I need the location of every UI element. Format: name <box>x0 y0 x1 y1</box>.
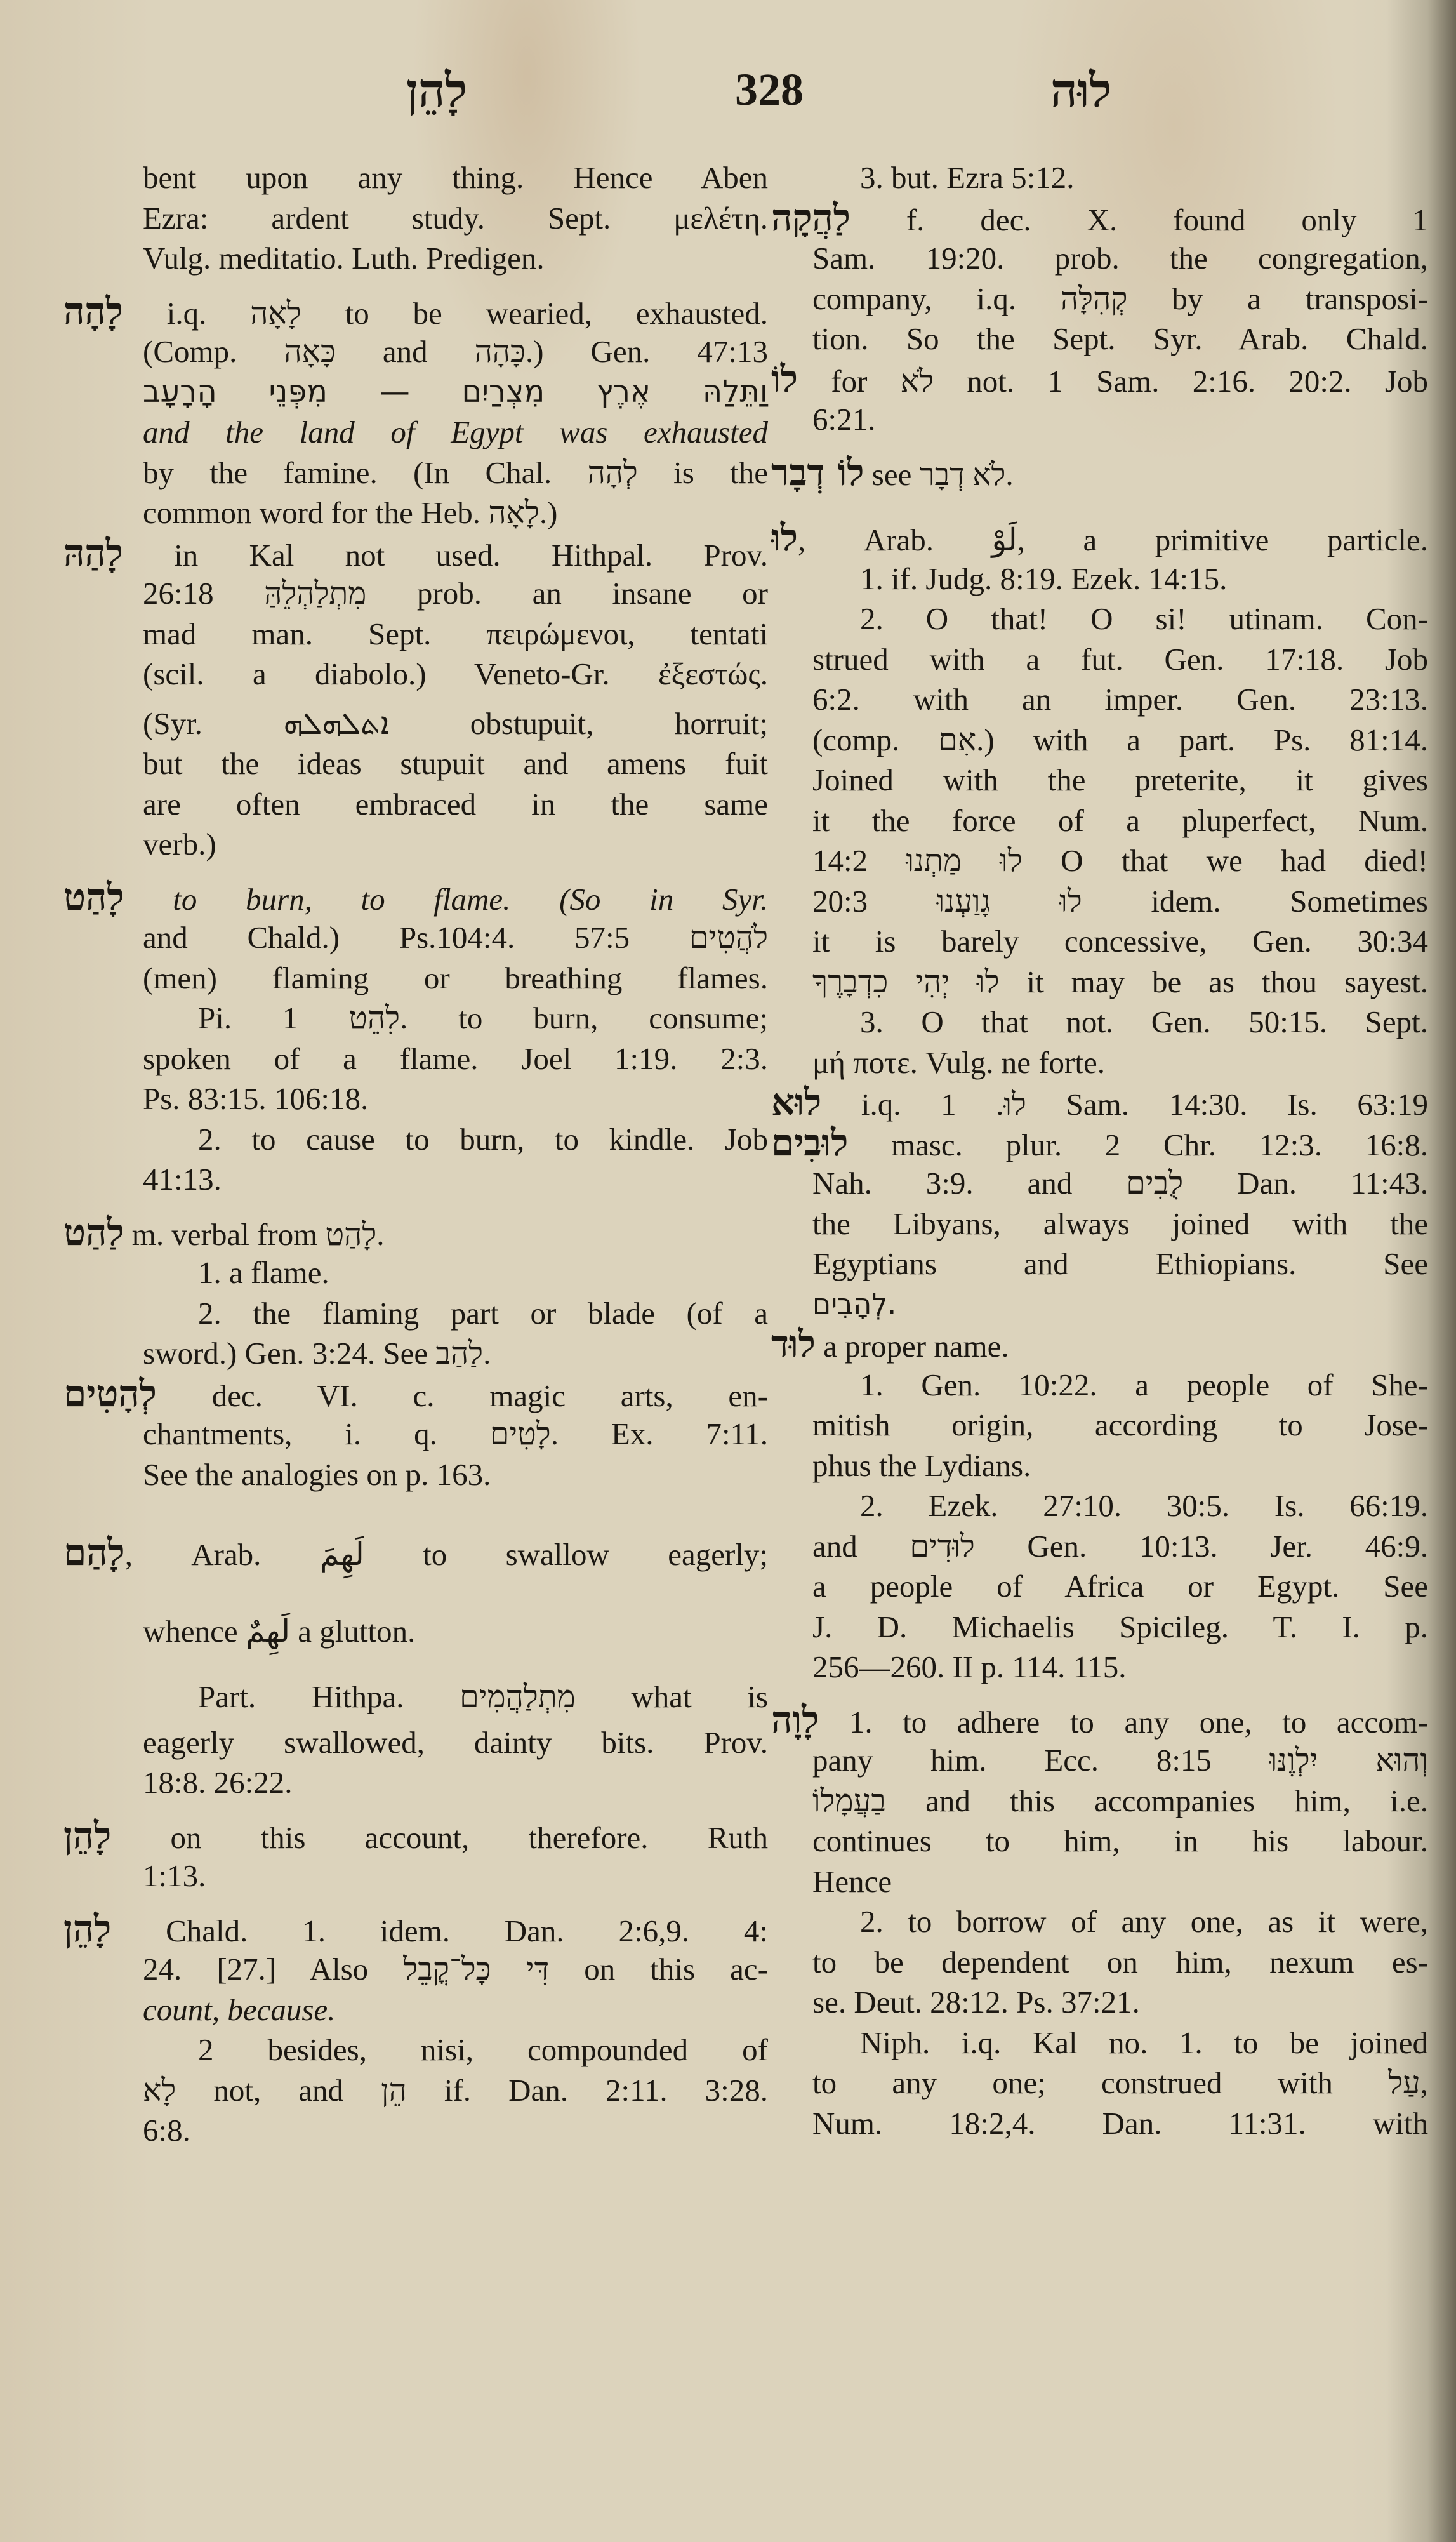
running-head <box>0 63 1456 133</box>
text-line: 20:3 לוּ גָוַעְנוּ idem. Sometimes <box>812 883 1428 919</box>
text-line: 6:8. <box>143 2113 190 2148</box>
text-line: 6:21. <box>812 402 876 437</box>
text-line: count, because. <box>143 1992 336 2027</box>
text-line: Pi. לִהֵט 1. to burn, consume; <box>198 1001 768 1035</box>
text-line: (men) flaming or breathing flames. <box>143 960 768 995</box>
text-line: 3. O that not. Gen. 50:15. Sept. <box>860 1004 1428 1039</box>
headword: לָהֵן <box>63 1906 112 1950</box>
text-line: but the ideas stupuit and amens fuit <box>143 746 768 781</box>
text-line: f. dec. X. found only 1 <box>906 202 1428 237</box>
text-line: whence لَهِمٌ a glutton. <box>143 1613 416 1649</box>
text-line: See the analogies on p. 163. <box>143 1456 491 1492</box>
entry-lu-alef <box>771 1082 1428 1123</box>
right-column <box>771 157 1428 2143</box>
text-line: J. D. Michaelis Spicileg. T. I. p. <box>812 1609 1428 1644</box>
headword: לָהַם <box>63 1531 125 1574</box>
text-line: (scil. a diabolo.) Veneto-Gr. ἐξεστώς. <box>143 656 768 691</box>
text-line: לָא not, and הֵן if. Dan. 2:11. 3:28. <box>143 2072 768 2108</box>
headword: לָהָה <box>63 289 123 333</box>
text-line: 2. Ezek. 27:10. 30:5. Is. 66:19. <box>860 1488 1428 1523</box>
entry-lo <box>771 359 1428 440</box>
hebrew-quotation: וַתֵּלַהּ אֶרֶץ מִצְרַיִם — מִפְּנֵי הָרָעָב <box>143 373 768 409</box>
entry-continuation <box>63 157 768 279</box>
text-line: בַעֲמָלוֹ and this accompanies him, i.e. <box>812 1783 1428 1818</box>
text-line: 26:18 מִתְלַהְלֵהַּ prob. an insane or <box>143 576 768 611</box>
text-line: i.q. לָאָה to be wearied, exhausted. <box>166 295 768 331</box>
text-line: Chald. 1. idem. Dan. 2:6,9. 4: <box>166 1913 769 1948</box>
headword: לְהָטִים <box>63 1371 157 1415</box>
text-line: and לוּדִים Gen. 10:13. Jer. 46:9. <box>812 1528 1429 1564</box>
headword: לָוָה <box>771 1698 819 1741</box>
text-line: (Comp. כָּאָה and כָּהָה.) Gen. 47:13 <box>143 334 768 369</box>
page-number: 328 <box>735 64 804 115</box>
text-line: on this account, therefore. Ruth <box>170 1820 769 1855</box>
text-line: a proper name. <box>823 1329 1009 1364</box>
entry-lahen <box>63 1813 769 1896</box>
text-line: Ps. 83:15. 106:18. <box>143 1081 369 1116</box>
text-line: company, i.q. קְהִלָּה by a transposi- <box>812 281 1428 316</box>
text-line: m. verbal from לָהַט. <box>131 1216 385 1252</box>
text-line: and Chald.) Ps.104:4. 57:5 לֹהֲטִים <box>143 920 768 955</box>
text-line: Niph. i.q. Kal no. 1. to be joined <box>860 2025 1428 2060</box>
text-line: mad man. Sept. πειρώμενοι, tentati <box>143 616 768 651</box>
text-line: sword.) Gen. 3:24. See לַהַב. <box>143 1336 491 1371</box>
text-line: 3. but. Ezra 5:12. <box>860 160 1075 195</box>
text-line: to any one; construed with עַל, <box>812 2065 1428 2100</box>
text-line: 14:2 לוּ מַתְנוּ O that we had died! <box>812 843 1428 878</box>
headword: לַהֲקָה <box>771 196 850 239</box>
text-line: verb.) <box>143 827 216 862</box>
entry-lud <box>771 1324 1428 1687</box>
text-line: in Kal not used. Hithpal. Prov. <box>174 537 769 573</box>
text-line: Num. 18:2,4. Dan. 11:31. with <box>812 2105 1428 2141</box>
headword: לַהַט <box>63 1210 124 1254</box>
text-line: are often embraced in the same <box>143 786 768 822</box>
entry-continuation <box>771 157 1428 198</box>
text-line: 6:2. with an imper. Gen. 23:13. <box>812 682 1428 717</box>
text-line: by the famine. (In Chal. לְהָה is the <box>143 455 768 490</box>
text-line: 41:13. <box>143 1162 222 1197</box>
text-line: Sam. 19:20. prob. the congregation, <box>812 241 1428 276</box>
text-line: Joined with the preterite, it gives <box>812 762 1428 797</box>
text-line: it is barely concessive, Gen. 30:34 <box>812 924 1428 959</box>
text-line: Nah. 3:9. and לֻבִים Dan. 11:43. <box>812 1166 1429 1201</box>
text-line: i.q. לוּ. 1 Sam. 14:30. Is. 63:19 <box>861 1087 1428 1122</box>
text-line: , Arab. لَهِمَ to swallow eagerly; <box>124 1537 768 1572</box>
text-line: a people of Africa or Egypt. See <box>812 1569 1428 1604</box>
headword: לָהַהּ <box>63 531 123 575</box>
entry-lavah <box>771 1700 1428 2144</box>
text-line: masc. plur. 2 Chr. 12:3. 16:8. <box>891 1127 1429 1162</box>
running-head-first-word: לָהֵן <box>406 63 468 118</box>
entry-laham <box>63 1533 768 1803</box>
entry-lo-devar <box>771 450 1428 494</box>
text-line: 2. to cause to burn, to kindle. Job <box>198 1121 768 1157</box>
headword: לוּ <box>771 516 798 559</box>
text-line: pany him. Ecc. 8:15 וְהוּא יִלְוֶנּוּ <box>812 1743 1428 1778</box>
text-line: 2. the flaming part or blade (of a <box>198 1295 768 1331</box>
text-line: to burn, to flame. (So in Syr. <box>173 881 769 917</box>
text-line: 1. Gen. 10:22. a people of She- <box>860 1367 1428 1402</box>
text-line: for לֹא not. 1 Sam. 2:16. 20:2. Job <box>831 363 1429 399</box>
text-line: strued with a fut. Gen. 17:18. Job <box>812 641 1428 677</box>
text-line: Ezra: ardent study. Sept. μελέτη. <box>143 200 768 236</box>
text-line: chantments, i. q. לָטִים. Ex. 7:11. <box>143 1416 768 1451</box>
text-line: 1. a flame. <box>198 1255 329 1290</box>
running-head-last-word: לוּה <box>1050 63 1112 118</box>
text-line: 1. if. Judg. 8:19. Ezek. 14:15. <box>860 561 1228 596</box>
entry-lehatim <box>63 1371 769 1495</box>
text-line: לוּ יְהִי כִדְבָרֶךָ it may be as thou sayest. <box>812 964 1428 999</box>
entry-lahah <box>63 291 768 533</box>
text-line: eagerly swallowed, dainty bits. Prov. <box>143 1724 768 1760</box>
text-line: (comp. אִם.) with a part. Ps. 81:14. <box>812 722 1429 757</box>
text-line: the Libyans, always joined with the <box>812 1206 1428 1241</box>
headword: לָהֵן <box>63 1813 112 1857</box>
text-line: 1:13. <box>143 1858 206 1893</box>
entry-lahat <box>63 877 768 1200</box>
left-column <box>63 157 768 2151</box>
text-line: common word for the Heb. לָאָה.) <box>143 495 558 530</box>
entry-lahen-chald <box>63 1906 769 2151</box>
entry-lahah-hithpal <box>63 533 768 865</box>
entry-lahat-noun <box>63 1210 768 1374</box>
text-line: dec. VI. c. magic arts, en- <box>211 1378 769 1413</box>
entry-luvim <box>771 1123 1428 1325</box>
headword: לוּבִים <box>771 1121 849 1164</box>
text-line: 2 besides, nisi, compounded of <box>198 2032 768 2067</box>
text-line: phus the Lydians. <box>812 1447 1031 1483</box>
cross-reference: לְהָבִים. <box>812 1288 897 1321</box>
text-line: , Arab. لَوْ, a primitive particle. <box>797 522 1429 557</box>
text-line: μή ποτε. Vulg. ne forte. <box>812 1044 1105 1080</box>
text-line: 2. O that! O si! utinam. Con- <box>860 601 1428 636</box>
text-line: and the land of Egypt was exhausted <box>143 415 768 449</box>
text-line: it the force of a pluperfect, Num. <box>812 802 1428 838</box>
text-line: Vulg. meditatio. Luth. Predigen. <box>143 241 545 276</box>
text-line: 1. to adhere to any one, to accom- <box>849 1704 1429 1740</box>
text-line: 256—260. II p. 114. 115. <box>812 1649 1127 1684</box>
text-line: bent upon any thing. Hence Aben <box>143 160 768 195</box>
entry-lu <box>771 518 1428 1082</box>
text-line: se. Deut. 28:12. Ps. 37:21. <box>812 1985 1140 2020</box>
text-line: Part. Hithpa. מִתְלַהֲמִים what is <box>198 1679 768 1714</box>
text-line: 2. to borrow of any one, as it were, <box>860 1904 1428 1939</box>
text-line: spoken of a flame. Joel 1:19. 2:3. <box>143 1041 768 1076</box>
text-line: mitish origin, according to Jose- <box>812 1407 1428 1442</box>
headword: לָהַט <box>63 875 124 919</box>
text-line: tion. So the Sept. Syr. Arab. Chald. <box>812 321 1428 356</box>
text-line: 24. [27.] Also דִּי כָּל־קֳבֵל on this ac- <box>143 1952 768 1986</box>
cross-reference: see לֹא דְבָר. <box>871 456 1014 492</box>
text-line: 18:8. 26:22. <box>143 1765 293 1800</box>
text-line: Hence <box>812 1863 892 1899</box>
syriac-line: (Syr. ܐܬܠܗܠܗ obstupuit, horruit; <box>143 705 769 741</box>
headword: לוּא <box>771 1081 822 1124</box>
entry-lahaqah <box>771 198 1428 359</box>
headword: לוֹ <box>771 357 798 401</box>
text-line: continues to him, in his labour. <box>812 1823 1428 1858</box>
text-line: Egyptians and Ethiopians. See <box>812 1246 1428 1281</box>
headword: לוֹ דְבָר <box>771 450 864 494</box>
headword: לוּד <box>771 1322 816 1366</box>
text-line: to be dependent on him, nexum es- <box>812 1944 1428 1980</box>
